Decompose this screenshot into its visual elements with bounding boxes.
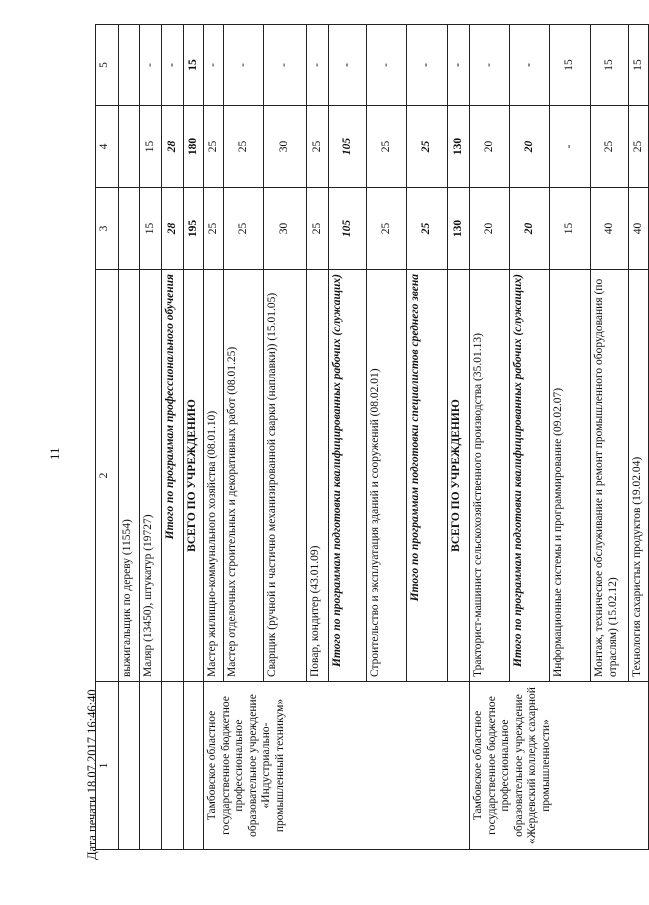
institution-cell-empty (184, 682, 204, 850)
program-name: Строительство и эксплуатация зданий и сооружений (08.02.01) (367, 270, 407, 682)
table-row (162, 25, 184, 850)
table-row (140, 25, 162, 850)
header-row (96, 25, 119, 850)
program-name: Маляр (13450), штукатур (19727) (140, 270, 162, 682)
value-col5: 15 (184, 25, 204, 106)
value-col4: 25 (307, 106, 329, 188)
value-col3: 28 (162, 188, 184, 270)
value-col3: 20 (470, 188, 510, 270)
institution-name: Тамбовское областное государственное бюджетное профессиональное образовательное учреждение «Жердевский колледж сахарной промышленности» (470, 682, 649, 850)
value-col5: - (140, 25, 162, 106)
program-name: Мастер отделочных строительных и декоративных работ (08.01.25) (224, 270, 264, 682)
value-col3: 40 (629, 188, 649, 270)
value-col4: 25 (367, 106, 407, 188)
value-col5: - (510, 25, 550, 106)
value-col5: - (224, 25, 264, 106)
value-col3 (119, 188, 140, 270)
value-col4: 25 (591, 106, 629, 188)
column-header-4: 4 (96, 106, 119, 188)
table-row (184, 25, 204, 850)
value-col5: - (470, 25, 510, 106)
column-header-1: 1 (96, 682, 119, 850)
value-col3: 30 (264, 188, 307, 270)
program-name: Информационные системы и программирование (09.02.07) (550, 270, 591, 682)
value-col5: - (448, 25, 470, 106)
institution-name: Тамбовское областное государственное бюджетное профессиональное образовательное учреждение «Индустриально-промышленный техникум» (204, 682, 470, 850)
value-col4: 180 (184, 106, 204, 188)
grand-total-label: ВСЕГО ПО УЧРЕЖДЕНИЮ (448, 270, 470, 682)
column-header-2: 2 (96, 270, 119, 682)
table-row (119, 25, 140, 850)
value-col4: 20 (510, 106, 550, 188)
program-name: Тракторист-машинист сельскохозяйственного производства (35.01.13) (470, 270, 510, 682)
column-header-3: 3 (96, 188, 119, 270)
value-col5: 15 (550, 25, 591, 106)
program-name: Монтаж, техническое обслуживание и ремонт промышленного оборудования (по отраслям) (15.02.12) (591, 270, 629, 682)
value-col5: 15 (629, 25, 649, 106)
program-name: Мастер жилищно-коммунального хозяйства (08.01.10) (204, 270, 224, 682)
value-col5: - (307, 25, 329, 106)
value-col4: 25 (629, 106, 649, 188)
value-col3: 20 (510, 188, 550, 270)
value-col4: 20 (470, 106, 510, 188)
value-col3: 25 (307, 188, 329, 270)
rotated-table-container (95, 25, 644, 850)
subtotal-label: Итого по программам подготовки квалифицированных рабочих (служащих) (329, 270, 367, 682)
value-col5: - (264, 25, 307, 106)
value-col5: - (162, 25, 184, 106)
value-col3: 40 (591, 188, 629, 270)
page-number: 11 (47, 447, 62, 460)
value-col3: 25 (224, 188, 264, 270)
value-col5: - (407, 25, 448, 106)
program-name: выжигальщик по дереву (11554) (119, 270, 140, 682)
value-col3: 105 (329, 188, 367, 270)
print-date: Дата печати 18.07.2017 16:46:40 (85, 689, 99, 860)
institution-cell-empty (162, 682, 184, 850)
program-name: Технология сахаристых продуктов (19.02.04) (629, 270, 649, 682)
value-col4: 15 (140, 106, 162, 188)
table-row (204, 25, 224, 850)
value-col4: 105 (329, 106, 367, 188)
value-col4: 130 (448, 106, 470, 188)
value-col3: 25 (407, 188, 448, 270)
table-row (470, 25, 510, 850)
column-header-5: 5 (96, 25, 119, 106)
value-col4: 25 (204, 106, 224, 188)
value-col3: 195 (184, 188, 204, 270)
program-name: Повар, кондитер (43.01.09) (307, 270, 329, 682)
value-col5 (119, 25, 140, 106)
value-col3: 25 (204, 188, 224, 270)
value-col5: - (329, 25, 367, 106)
value-col5: - (204, 25, 224, 106)
enrollment-table (95, 24, 649, 850)
value-col3: 130 (448, 188, 470, 270)
value-col4 (119, 106, 140, 188)
value-col4: 28 (162, 106, 184, 188)
grand-total-label: ВСЕГО ПО УЧРЕЖДЕНИЮ (184, 270, 204, 682)
value-col5: 15 (591, 25, 629, 106)
value-col3: 15 (140, 188, 162, 270)
subtotal-label: Итого по программам подготовки специалистов среднего звена (407, 270, 448, 682)
value-col5: - (367, 25, 407, 106)
program-name: Сварщик (ручной и частично механизированной сварки (наплавки)) (15.01.05) (264, 270, 307, 682)
value-col4: 30 (264, 106, 307, 188)
subtotal-label: Итого по программам подготовки квалифицированных рабочих (служащих) (510, 270, 550, 682)
institution-cell-empty (119, 682, 140, 850)
value-col3: 25 (367, 188, 407, 270)
value-col3: 15 (550, 188, 591, 270)
value-col4: 25 (224, 106, 264, 188)
subtotal-label: Итого по программам профессионального обучения (162, 270, 184, 682)
value-col4: 25 (407, 106, 448, 188)
value-col4: - (550, 106, 591, 188)
institution-cell-empty (140, 682, 162, 850)
